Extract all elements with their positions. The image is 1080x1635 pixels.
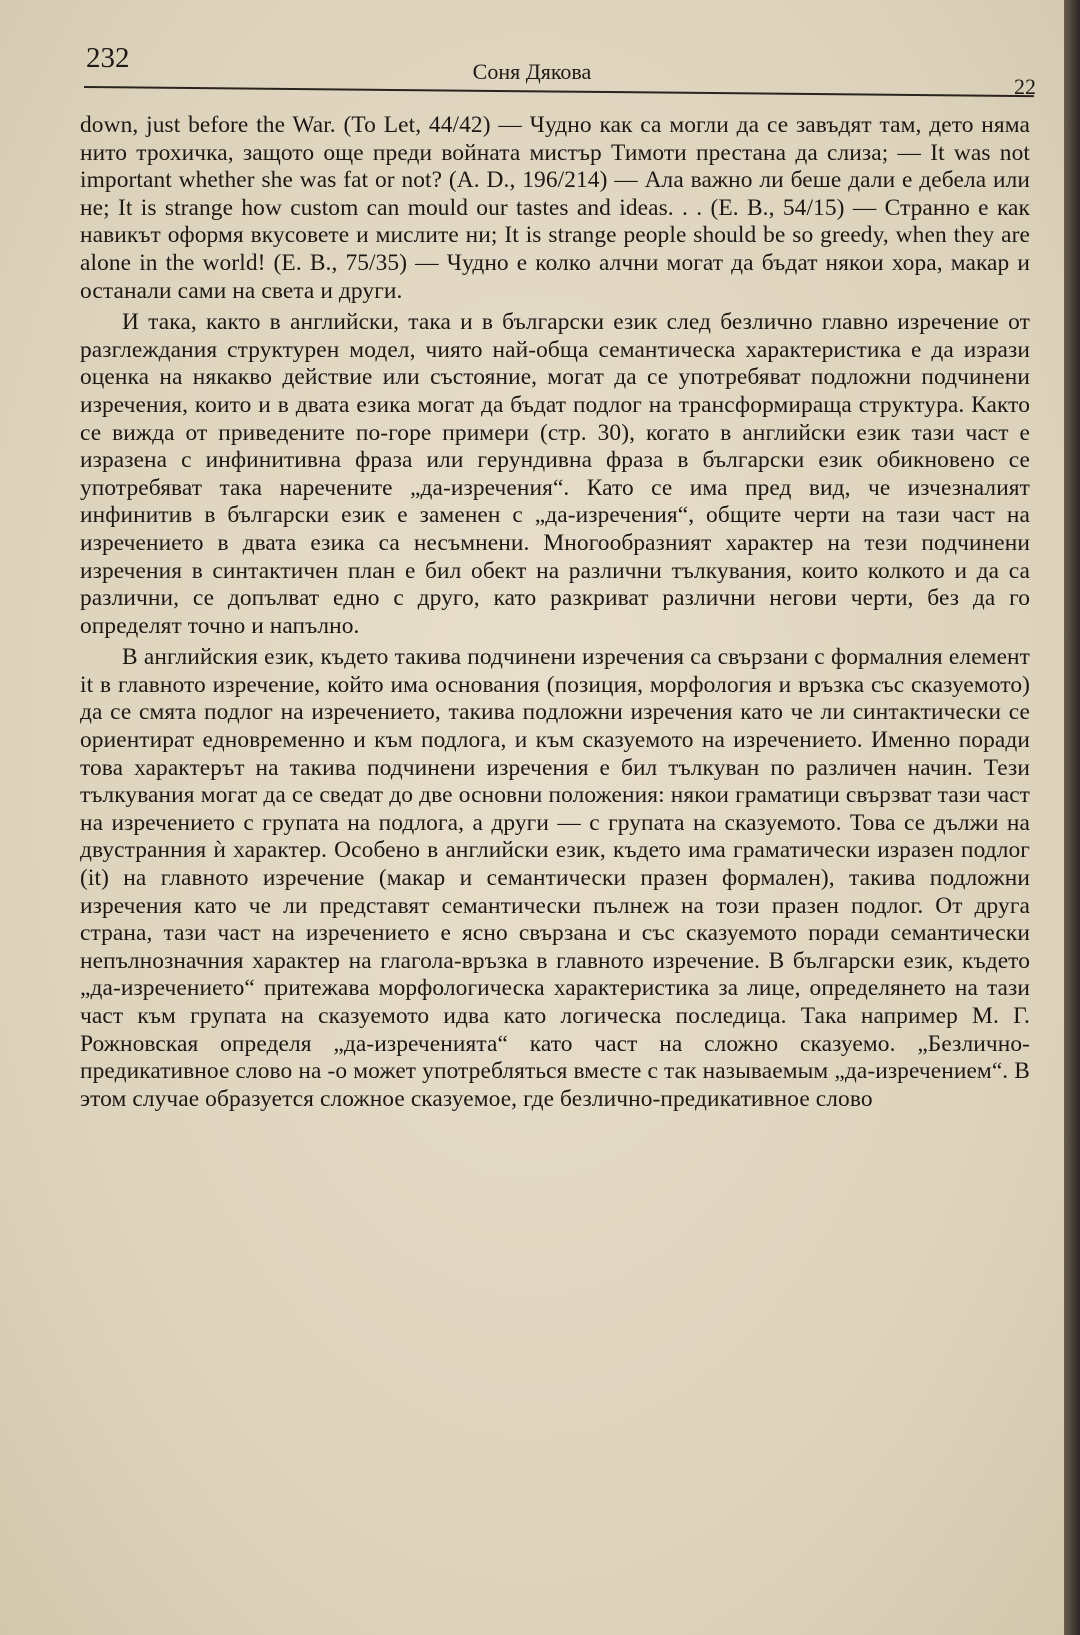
paragraph-english: В английския език, където такива подчинени изречения са свързани с формалния елемент it в главното изречение, който има основания (позиция, морфология и връзка със сказуемото) да се смята подлог на изречението, такива подложни изречения като че ли синтактически се ориентират едновременно и към подлога, и към сказуемото на изречението. Именно поради това характерът на такива подчинени изречения е бил тълкуван по различен начин. Тези тълкувания могат да се сведат до две основни положения: някои граматици свързват тази част на изречението с групата на подлога, а други — с групата на сказуемото. Това се дължи на двустранния ѝ характер. Особено в английски език, където има граматически изразен подлог (it) на главното изречение (макар и семантически празен формален), такива подложни изречения като че ли представят семантически пълнеж на този празен подлог. От друга страна, тази част на изречението е ясно свързана и със сказуемото поради семантически непълнозначния характер на глагола-връзка в главното изречение. В български език, където „да-изречението“ притежава морфологическа характеристика за лице, определянето на тази част към групата на сказуемото идва като логическа последица. Така например М. Г. Рожновская определя „да-изреченията“ като част на сложно сказуемо. „Безлично-предикативное слово на -о может употребляться вместе с так называемым „да-изречением“. В этом случае образуется сложное сказуемое, где безлично-предикативное слово — [80, 644, 1030, 1112]
body-text — [80, 112, 1030, 1113]
paragraph-examples: down, just before the War. (To Let, 44/42) — Чудно как са могли да се завъдят там, дето няма нито трохичка, защото още преди войната мистър Тимоти престана да слиза; — It was not important whether she was fat or not? (A. D., 196/214) — Ала важно ли беше дали е дебела или не; It is strange how custom can mould our tastes and ideas. . . (E. B., 54/15) — Странно е как навикът оформя вкусовете и мислите ни; It is strange people should be so greedy, when they are alone in the world! (E. B., 75/35) — Чудно е колко алчни могат да бъдат някои хора, макар и останали сами на света и други. — [80, 112, 1030, 304]
book-spine-shadow — [1064, 0, 1080, 1635]
page-number: 232 — [86, 42, 130, 74]
paragraph-summary: И така, както в английски, така и в български език след безлично главно изречение от разглеждания структурен модел, чиято най-обща семантическа характеристика е да изрази оценка на някакво действие или състояние, могат да се употребяват подложни подчинени изречения, които и в двата езика могат да бъдат подлог на трансформираща структура. Както се вижда от приведените по-горе примери (стр. 30), когато в английски език тази част е изразена с инфинитивна фраза или герундивна фраза в български език обикновено се употребяват така наречените „да-изречения“. Като се има пред вид, че изчезналият инфинитив в български език е заменен с „да-изречения“, общите черти на тази част на изречението в двата езика са несъмнени. Многообразният характер на тези подчинени изречения в синтактичен план е бил обект на различни тълкувания, които колкото и да са различни, се допълват едно с друго, като разкриват различни негови черти, без да го определят точно и напълно. — [80, 309, 1030, 639]
header-rule — [84, 86, 1034, 97]
sheet-mark: 22 — [1014, 74, 1036, 99]
running-title: Соня Дякова — [472, 59, 592, 84]
